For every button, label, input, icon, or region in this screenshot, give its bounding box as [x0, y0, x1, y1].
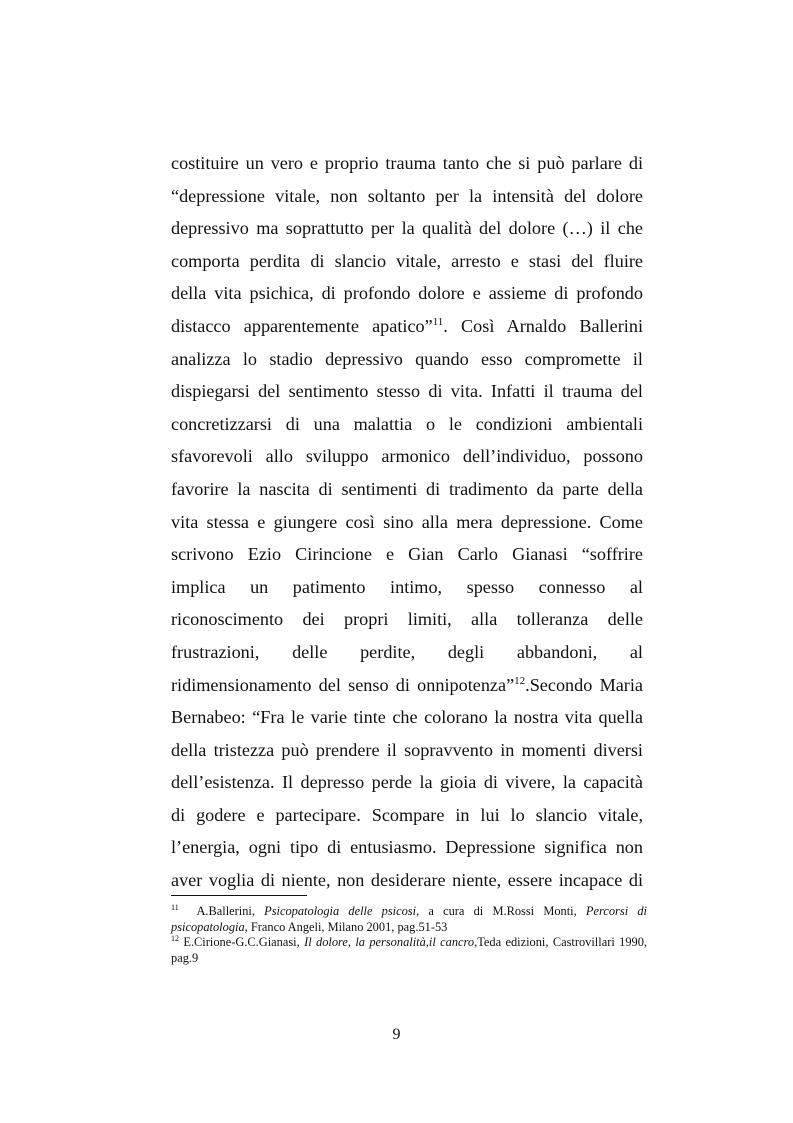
- text-line: concretizzarsi di una malattia o le condizioni ambientali: [171, 413, 643, 434]
- footnote-number: 12: [171, 934, 179, 944]
- text-line: riconoscimento dei propri limiti, alla tolleranza delle: [171, 609, 643, 630]
- text-line: Bernabeo: “Fra le varie tinte che colorano la nostra vita quella: [171, 707, 643, 728]
- body-text: [171, 147, 643, 897]
- text-line: della vita psichica, di profondo dolore e assieme di profondo: [171, 283, 643, 304]
- footnote-11: [171, 904, 647, 935]
- line-text: ridimensionamento del senso di onnipotenza”: [171, 674, 515, 695]
- line-text-after-reference: . Così Arnaldo Ballerini: [443, 315, 643, 336]
- text-line: [171, 669, 643, 702]
- footnote-title: Percorsi di psicopatologia: [171, 904, 647, 934]
- text-line: [171, 310, 643, 343]
- text-line: vita stessa e giungere così sino alla mera depressione. Come: [171, 511, 643, 532]
- text-line: analizza lo stadio depressivo quando esso compromette il: [171, 348, 643, 369]
- text-line: scrivono Ezio Cirincione e Gian Carlo Gianasi “soffrire: [171, 544, 643, 565]
- text-line: l’energia, ogni tipo di entusiasmo. Depressione significa non: [171, 837, 643, 858]
- footnote-author: A.Ballerini,: [196, 904, 265, 918]
- footnote-text: ,Teda edizioni, Castrovillari 1990, pag.9: [171, 935, 648, 965]
- text-line: comporta perdita di slancio vitale, arresto e stasi del fluire: [171, 250, 643, 271]
- footnote-text: , a cura di M.Rossi Monti,: [416, 904, 586, 918]
- line-text-after-reference: .Secondo Maria: [525, 674, 643, 695]
- text-line: “depressione vitale, non soltanto per la intensità del dolore: [171, 185, 643, 206]
- footnote-separator: [171, 895, 307, 896]
- line-text: distacco apparentemente apatico”: [171, 315, 433, 336]
- footnote-reference: 12: [514, 674, 526, 687]
- text-line: costituire un vero e proprio trauma tanto che si può parlare di: [171, 153, 643, 173]
- footnotes: [171, 904, 647, 966]
- footnote-title: Il dolore, la personalità,il cancro: [304, 935, 475, 950]
- text-line: implica un patimento intimo, spesso connesso al: [171, 576, 643, 597]
- text-line: favorire la nascita di sentimenti di tradimento da parte della: [171, 478, 643, 499]
- text-line: depressivo ma soprattutto per la qualità del dolore (…) il che: [171, 218, 643, 239]
- footnote-reference: 11: [432, 315, 444, 328]
- footnote-number: 11: [171, 903, 179, 912]
- footnote-12: [171, 935, 647, 966]
- text-line: della tristezza può prendere il sopravvento in momenti diversi: [171, 739, 643, 760]
- text-line: aver voglia di niente, non desiderare niente, essere incapace di: [171, 870, 643, 891]
- footnote-author: E.Cirione-G.C.Gianasi,: [183, 935, 305, 950]
- text-line: dispiegarsi del sentimento stesso di vita. Infatti il trauma del: [171, 381, 643, 402]
- page-number: 9: [392, 1026, 401, 1043]
- footnote-text: , Franco Angeli, Milano 2001, pag.51-53: [244, 919, 448, 934]
- footnote-title: Psicopatologia delle psicosi: [264, 904, 417, 918]
- text-line: sfavorevoli allo sviluppo armonico dell’individuo, possono: [171, 446, 643, 467]
- text-line: frustrazioni, delle perdite, degli abbandoni, al: [171, 641, 643, 662]
- text-line: di godere e partecipare. Scompare in lui lo slancio vitale,: [171, 804, 643, 825]
- text-line: dell’esistenza. Il depresso perde la gioia di vivere, la capacità: [171, 772, 643, 793]
